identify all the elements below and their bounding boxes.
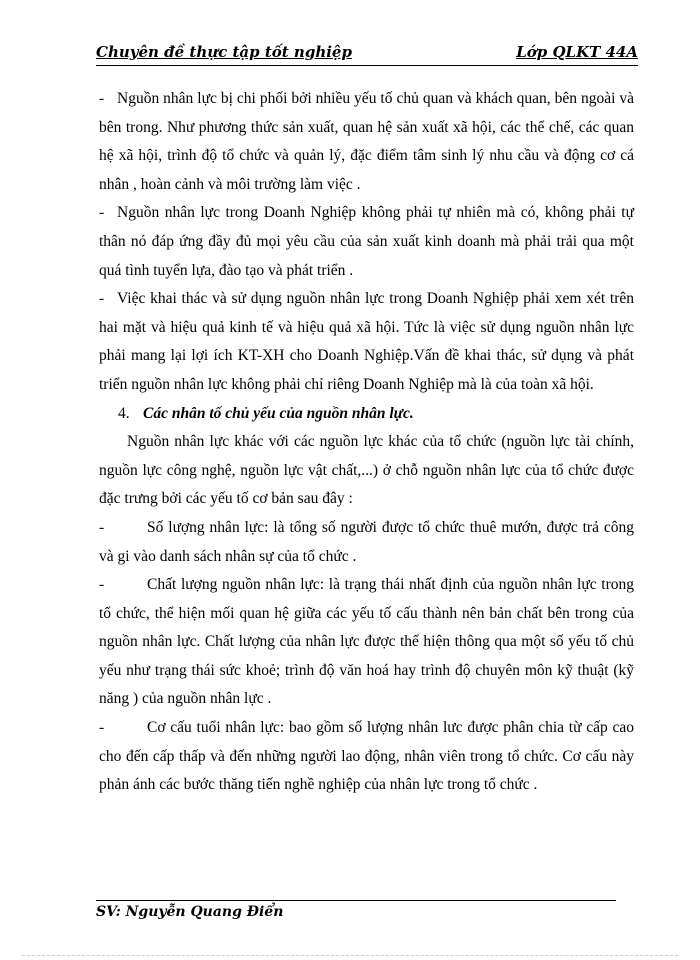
bullet-paragraph [99, 714, 634, 800]
bullet-dash: - [99, 204, 105, 222]
document-body [99, 85, 634, 800]
section-number: 4. [118, 404, 130, 422]
bullet-paragraph [99, 514, 634, 571]
bullet-paragraph [99, 85, 634, 199]
paragraph-text: Chất lượng nguồn nhân lực: là trạng thái nhất định của nguồn nhân lực trong tổ chức, thể hiện mối quan hệ giữa các yếu tố cấu thành nên bản chất bên trong của nguồn nhân lực. Chất lượng của nhân lực được thể hiện thông qua một số yếu tố chủ yếu như trạng thái sức khoẻ; trình độ văn hoá hay trình độ chuyên môn kỹ thuật (kỹ năng ) của nguồn nhân lực . [99, 576, 634, 708]
paragraph-text: Cơ cấu tuổi nhân lực: bao gồm số lượng nhân lưc được phân chia từ cấp cao cho đến cấp thấp và đến những người lao động, nhân viên trong tổ chức. Cơ cấu này phản ánh các bước thăng tiến nghề nghiệp của nhân lực trong tổ chức . [99, 719, 634, 794]
bullet-paragraph [99, 199, 634, 285]
page-break-line [22, 955, 678, 956]
page-header [96, 41, 638, 66]
paragraph-text: Nguồn nhân lực bị chi phối bởi nhiều yếu tố chủ quan và khách quan, bên ngoài và bên trong. Như phương thức sản xuất, quan hệ sản xuất xã hội, các thể chế, các quan hệ xã hội, trình độ tổ chức và quản lý, đặc điểm tâm sinh lý nhu cầu và động cơ cá nhân , hoàn cảnh và môi trường làm việc . [99, 90, 634, 193]
bullet-dash: - [99, 719, 105, 737]
footer-student: SV: Nguyễn Quang Điển [96, 904, 284, 920]
paragraph-text: Số lượng nhân lực: là tổng số người được tổ chức thuê mướn, được trả công và gi vào danh sách nhân sự của tổ chức . [99, 518, 634, 565]
header-title: Chuyên đề thực tập tốt nghiệp [96, 43, 352, 61]
indented-paragraph: Nguồn nhân lực khác với các nguồn lực khác của tổ chức (nguồn lực tài chính, nguồn lực công nghệ, nguồn lực vật chất,...) ở chỗ nguồn nhân lực của tổ chức được đặc trưng bởi các yếu tố cơ bản sau đây : [99, 433, 634, 508]
bullet-dash: - [99, 90, 105, 107]
paragraph-text: Nguồn nhân lực trong Doanh Nghiệp không phải tự nhiên mà có, không phải tự thân nó đáp ứng đầy đủ mọi yêu cầu của sản xuất kinh doanh mà phải trải qua một quá tình tuyển lựa, đào tạo và phát triển . [99, 204, 634, 279]
section-heading [99, 400, 634, 429]
bullet-paragraph [99, 571, 634, 714]
header-class: Lớp QLKT 44A [516, 43, 638, 61]
bullet-dash: - [99, 576, 105, 594]
paragraph-text: Việc khai thác và sử dụng nguồn nhân lực trong Doanh Nghiệp phải xem xét trên hai mặt và hiệu quả kinh tế và hiệu quả xã hội. Tức là việc sử dụng nguồn nhân lực phải mang lại lợi ích KT-XH cho Doanh Nghiệp.Vấn đề khai thác, sử dụng và phát triển nguồn nhân lực không phải chỉ riêng Doanh Nghiệp mà là của toàn xã hội. [99, 290, 634, 393]
bullet-dash: - [99, 518, 105, 536]
bullet-paragraph [99, 285, 634, 399]
footer-divider [96, 900, 616, 901]
bullet-dash: - [99, 290, 105, 308]
section-title: Các nhân tố chủ yếu của nguồn nhân lực. [143, 404, 414, 422]
